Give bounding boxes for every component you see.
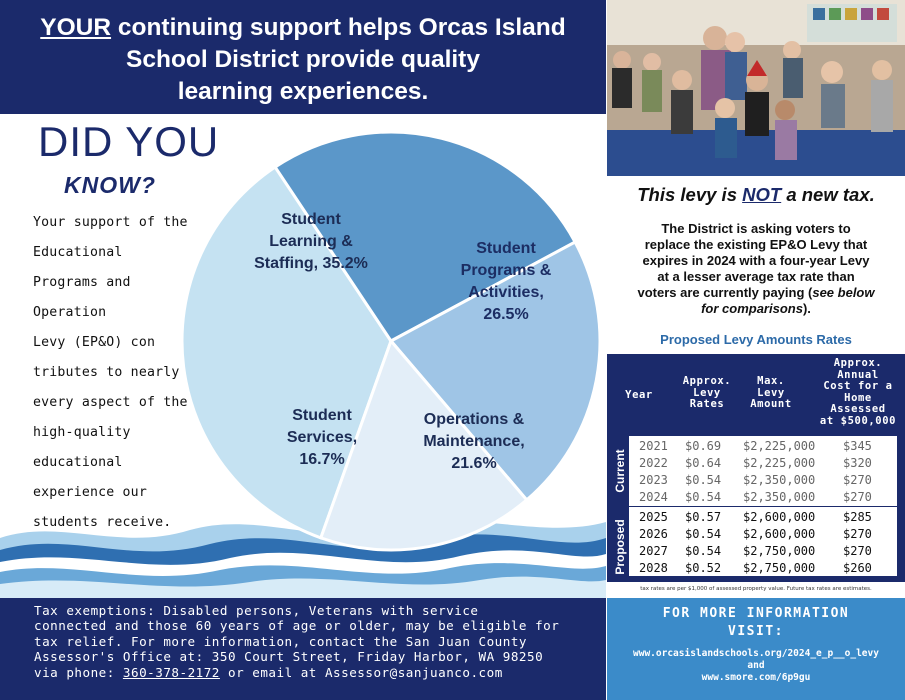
headline-not: NOT: [742, 184, 782, 205]
header-cost-line: Cost for a: [823, 380, 893, 392]
more-info-visit: VISIT:: [728, 624, 784, 639]
intro-line: tributes to nearly: [33, 365, 180, 380]
table-cell-year: 2024: [639, 490, 668, 504]
tax-exemptions-footer: [0, 598, 606, 700]
table-cell-rate: $0.69: [685, 439, 722, 453]
table-cell-max: $2,350,000: [743, 473, 816, 487]
table-cell-cost: $270: [843, 544, 872, 558]
table-row: [629, 526, 897, 543]
header-max-line: Max.: [757, 375, 785, 387]
footer-line: Tax exemptions: Disabled persons, Veterans with service: [34, 603, 479, 618]
footer-line: connected and those 60 years of age or older, may be eligible for: [34, 618, 560, 634]
footer-email-text: or email at Assessor@sanjuanco.com: [219, 664, 503, 680]
intro-line: every aspect of the: [33, 395, 188, 410]
table-row: [629, 489, 897, 506]
ask-last-pre: voters are currently paying (: [637, 285, 813, 300]
footer-line: [34, 665, 596, 680]
ask-line: The District is asking voters to: [661, 221, 851, 236]
table-row: [629, 509, 897, 526]
table-cell-cost: $270: [843, 473, 872, 487]
table-row: [629, 543, 897, 560]
pie-slice-label: Student Programs & Activities, 26.5%: [460, 240, 552, 323]
table-row: [629, 455, 897, 472]
intro-line: Programs and: [33, 275, 131, 290]
headline-post: a new tax.: [781, 184, 875, 205]
table-cell-cost: $285: [843, 510, 872, 524]
title-line3: learning experiences.: [177, 78, 429, 105]
more-info-panel: [607, 598, 905, 700]
ask-line: [612, 285, 900, 301]
header-cost-line: Home: [844, 391, 872, 404]
header-max-line: Amount: [750, 398, 792, 410]
table-cell-rate: $0.54: [685, 527, 722, 541]
levy-explanation: [612, 221, 900, 317]
table-cell-year: 2025: [639, 510, 668, 524]
header-cost-line: Annual: [837, 368, 879, 381]
header-rate-line: Rates: [689, 398, 725, 410]
levy-headline: [607, 184, 905, 206]
header-cost: [813, 358, 903, 427]
table-cell-max: $2,225,000: [743, 439, 816, 453]
ask-line: replace the existing EP&O Levy that: [644, 237, 868, 252]
table-cell-rate: $0.54: [685, 473, 722, 487]
table-cell-max: $2,750,000: [743, 561, 816, 575]
ask-line: [612, 301, 900, 317]
title-line1: continuing support helps Orcas Island: [111, 14, 566, 41]
pie-slice-label: Student Services, 16.7%: [286, 407, 358, 468]
table-cell-rate: $0.54: [685, 490, 722, 504]
intro-line: Operation: [33, 305, 107, 320]
ask-last-italic: see below: [812, 285, 875, 300]
table-cell-cost: $260: [843, 561, 872, 575]
photo-illustration: [607, 0, 905, 176]
rates-title: Proposed Levy Amounts Rates: [660, 332, 852, 347]
current-label: Current: [613, 449, 627, 493]
table-cell-cost: $270: [843, 527, 872, 541]
header-cost-line: at $500,000: [819, 414, 897, 427]
classroom-photo: [607, 0, 905, 176]
footer-line: tax relief. For more information, contact the San Juan County: [34, 633, 528, 649]
table-cell-max: $2,600,000: [743, 527, 816, 541]
intro-line: educational: [33, 455, 123, 470]
and-text: and: [747, 660, 765, 671]
header-max-line: Levy: [757, 386, 785, 399]
header-cost-line: Assessed: [830, 403, 886, 415]
headline-pre: This levy is: [637, 184, 743, 205]
table-cell-max: $2,750,000: [743, 544, 816, 558]
smore-url-link[interactable]: www.smore.com/6p9gu: [701, 672, 811, 683]
intro-line: Your support of the: [33, 215, 188, 230]
table-cell-year: 2021: [639, 439, 668, 453]
phone-link[interactable]: 360-378-2172: [122, 664, 220, 680]
header-rate: [677, 376, 737, 411]
did-you-heading: DID YOU: [38, 118, 220, 165]
footer-line: Assessor's Office at: 350 Court Street, Friday Harbor, WA 98250: [34, 649, 544, 665]
ask-last2-italic: for comparisons: [701, 301, 803, 316]
table-cell-year: 2022: [639, 456, 668, 470]
table-row: [629, 472, 897, 489]
header-year: Year: [625, 389, 653, 401]
rates-footnote: tax rates are per $1,000 of assessed property value. Future tax rates are estimates.: [640, 586, 872, 592]
table-cell-rate: $0.57: [685, 510, 722, 524]
table-row: [629, 560, 897, 577]
table-cell-cost: $270: [843, 490, 872, 504]
intro-line: Educational: [33, 245, 123, 260]
proposed-label: Proposed: [613, 519, 627, 575]
header-rate-line: Approx.: [682, 375, 732, 387]
title-emphasis: YOUR: [40, 14, 112, 41]
intro-line: experience our: [33, 485, 147, 500]
title-line2: School District provide quality: [126, 46, 480, 73]
current-rows: [629, 436, 897, 506]
table-cell-year: 2026: [639, 527, 668, 541]
header-cost-line: Approx.: [833, 357, 883, 369]
table-cell-year: 2023: [639, 473, 668, 487]
proposed-rows: [629, 506, 897, 576]
table-cell-year: 2028: [639, 561, 668, 575]
table-cell-max: $2,350,000: [743, 490, 816, 504]
levy-url-link[interactable]: www.orcasislandschools.org/2024_e_p__o_levy: [633, 648, 879, 659]
header-max: [741, 376, 801, 411]
table-cell-rate: $0.54: [685, 544, 722, 558]
table-cell-rate: $0.64: [685, 456, 722, 470]
table-cell-rate: $0.52: [685, 561, 722, 575]
intro-line: students receive.: [33, 515, 172, 530]
pie-slice-label: Student Learning & Staffing, 35.2%: [254, 211, 368, 272]
table-cell-cost: $320: [843, 456, 872, 470]
table-row: [629, 438, 897, 455]
intro-line: high-quality: [33, 425, 131, 440]
levy-rates-table: [607, 354, 905, 582]
more-info-heading: FOR MORE INFORMATION: [662, 606, 850, 621]
table-cell-year: 2027: [639, 544, 668, 558]
table-cell-max: $2,225,000: [743, 456, 816, 470]
footer-phone-prefix: via phone:: [34, 664, 123, 680]
know-heading: KNOW?: [64, 172, 156, 198]
ask-last2-post: ).: [802, 301, 811, 316]
table-cell-max: $2,600,000: [743, 510, 816, 524]
ask-line: expires in 2024 with a four-year Levy: [642, 253, 870, 268]
pie-slice-label: Operations & Maintenance, 21.6%: [423, 411, 525, 472]
intro-line: Levy (EP&O) con: [33, 335, 156, 350]
table-cell-cost: $345: [843, 439, 872, 453]
header-rate-line: Levy: [693, 386, 721, 399]
ask-line: at a lesser average tax rate than: [657, 269, 855, 284]
